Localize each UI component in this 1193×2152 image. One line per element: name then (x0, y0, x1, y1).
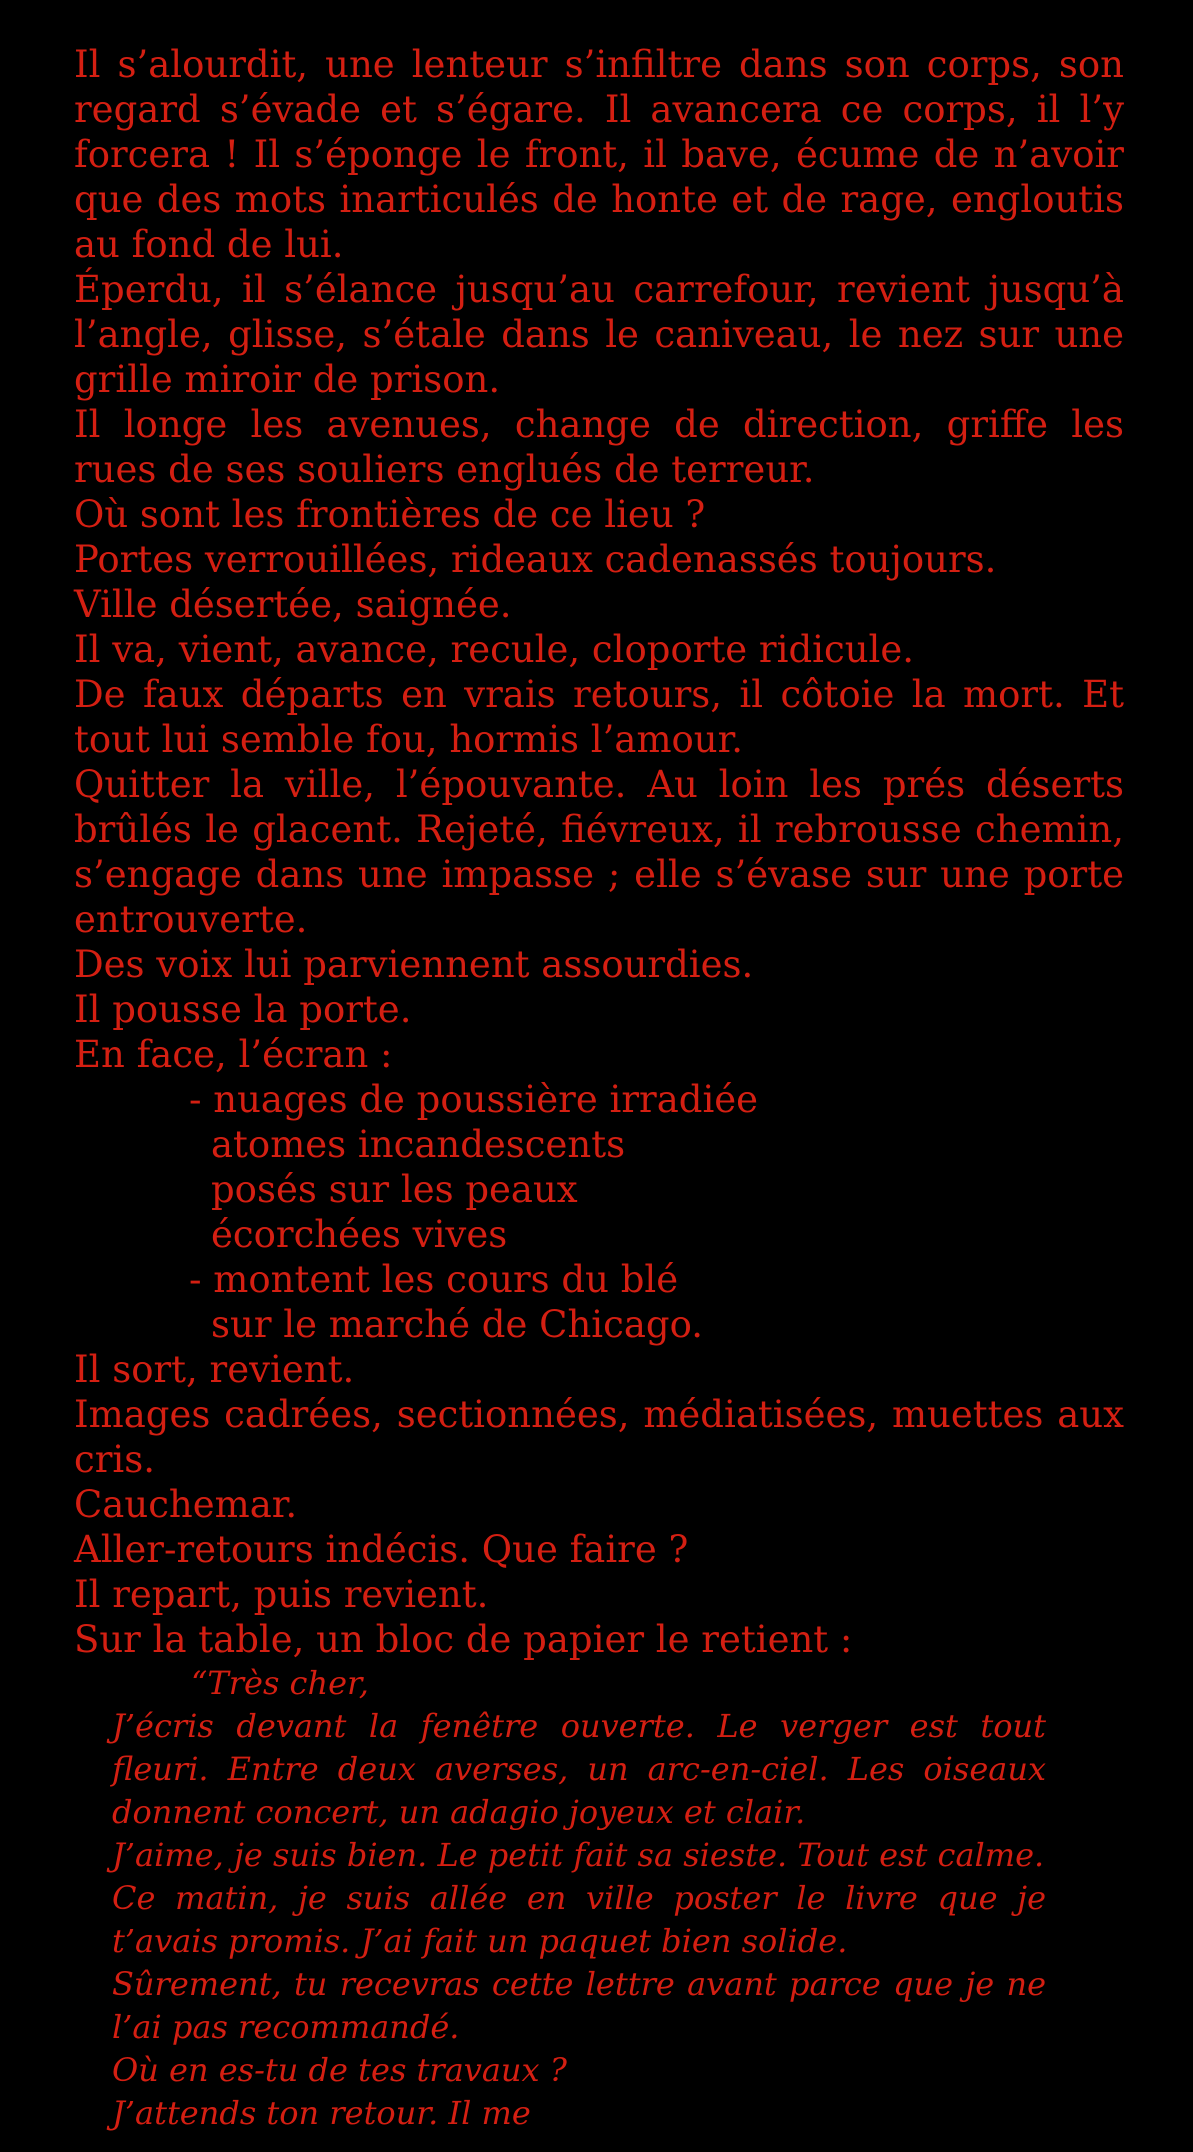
screen-line: écorchées vives (211, 1213, 508, 1256)
paragraph: Éperdu, il s’élance jusqu’au carrefour, revient jusqu’à l’angle, glisse, s’étale dans le caniveau, le nez sur une grille miroir de prison. (74, 268, 1124, 401)
paragraph: Des voix lui parviennent assourdies. (74, 943, 754, 986)
paragraph: Où sont les frontières de ce lieu ? (74, 493, 706, 536)
letter-line: Sûrement, tu recevras cette lettre avant parce que je ne l’ai pas recommandé. (112, 1965, 1046, 2046)
paragraph: Il pousse la porte. (74, 988, 412, 1031)
letter-salutation: “Très cher, (191, 1664, 369, 1702)
paragraph: Cauchemar. (74, 1483, 298, 1526)
paragraph: Sur la table, un bloc de papier le retient : (74, 1618, 853, 1661)
letter-line: J’aime, je suis bien. Le petit fait sa sieste. Tout est calme. (112, 1836, 1045, 1874)
screen-line: - nuages de poussière irradiée (189, 1078, 759, 1121)
paragraph: Il repart, puis revient. (74, 1573, 489, 1616)
screen-line: sur le marché de Chicago. (211, 1303, 703, 1346)
paragraph: Aller-retours indécis. Que faire ? (74, 1528, 689, 1571)
letter-line: Où en es-tu de tes travaux ? (112, 2051, 567, 2089)
paragraph: Ville désertée, saignée. (74, 583, 512, 626)
letter-line: J’attends ton retour. Il me (112, 2094, 531, 2132)
paragraph: De faux départs en vrais retours, il côtoie la mort. Et tout lui semble fou, hormis l’amour. (74, 673, 1124, 761)
paragraph: Il s’alourdit, une lenteur s’infiltre dans son corps, son regard s’évade et s’égare. Il avancera ce corps, il l’y forcera ! Il s’éponge le front, il bave, écume de n’avoir que des mots inarticulés de honte et de rage, engloutis au fond de lui. (74, 43, 1124, 266)
screen-line: atomes incandescents (211, 1123, 626, 1166)
screen-line: - montent les cours du blé (189, 1258, 679, 1301)
screen-line: posés sur les peaux (211, 1168, 578, 1211)
paragraph: Images cadrées, sectionnées, médiatisées, muettes aux cris. (74, 1393, 1124, 1481)
letter-line: J’écris devant la fenêtre ouverte. Le verger est tout fleuri. Entre deux averses, un arc-en-ciel. Les oiseaux donnent concert, un adagio joyeux et clair. (112, 1707, 1046, 1831)
paragraph: Il va, vient, avance, recule, cloporte ridicule. (74, 628, 915, 671)
paragraph: Quitter la ville, l’épouvante. Au loin les prés déserts brûlés le glacent. Rejeté, fiévreux, il rebrousse chemin, s’engage dans une impasse ; elle s’évase sur une porte entrouverte. (74, 763, 1124, 941)
paragraph: Il sort, revient. (74, 1348, 355, 1391)
letter (74, 1662, 1124, 2135)
paragraph: Il longe les avenues, change de direction, griffe les rues de ses souliers englués de terreur. (74, 403, 1124, 491)
prose-page (74, 42, 1124, 2135)
letter-line: Ce matin, je suis allée en ville poster le livre que je t’avais promis. J’ai fait un paquet bien solide. (112, 1879, 1046, 1960)
paragraph: En face, l’écran : (74, 1033, 393, 1076)
paragraph: Portes verrouillées, rideaux cadenassés toujours. (74, 538, 997, 581)
